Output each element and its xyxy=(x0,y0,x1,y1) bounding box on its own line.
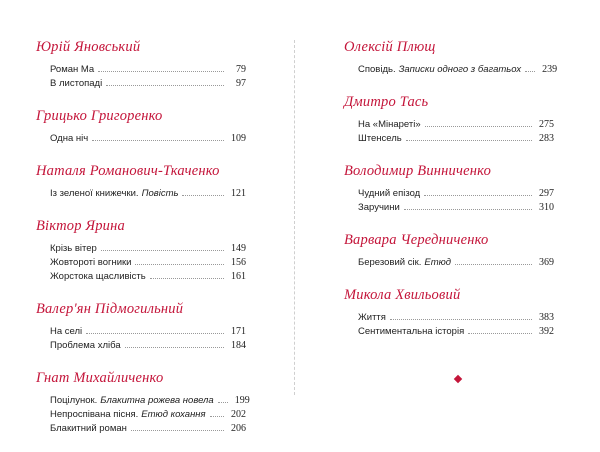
page-number: 283 xyxy=(539,133,554,144)
dot-leader xyxy=(425,126,532,127)
work-subtitle: Блакитна рожева новела xyxy=(100,395,214,406)
toc-entry[interactable] xyxy=(358,256,554,270)
toc-entry[interactable] xyxy=(50,77,246,91)
works-list xyxy=(50,132,246,146)
dot-leader xyxy=(86,333,224,334)
work-title: На селі xyxy=(50,326,83,337)
toc-entry[interactable] xyxy=(358,118,554,132)
toc-entry[interactable] xyxy=(358,187,554,201)
dot-leader xyxy=(150,278,224,279)
author-section xyxy=(36,162,246,201)
work-subtitle: Етюд кохання xyxy=(141,409,206,420)
dot-leader xyxy=(101,250,224,251)
dot-leader xyxy=(390,319,532,320)
dot-leader xyxy=(406,140,532,141)
author-name: Олексій Плющ xyxy=(344,39,436,55)
toc-entry[interactable] xyxy=(50,242,246,256)
page-number: 121 xyxy=(231,188,246,199)
page-number: 369 xyxy=(539,257,554,268)
author-name: Юрій Яновський xyxy=(36,39,141,55)
dot-leader xyxy=(182,195,224,196)
page-number: 171 xyxy=(231,326,246,337)
page-number: 275 xyxy=(539,119,554,130)
author-name: Гнат Михайличенко xyxy=(36,370,164,386)
author-name: Грицько Григоренко xyxy=(36,108,163,124)
diamond-icon xyxy=(454,375,462,383)
page-number: 239 xyxy=(542,64,558,75)
work-title: Одна ніч xyxy=(50,133,89,144)
toc-entry[interactable] xyxy=(50,270,246,284)
work-subtitle: Етюд xyxy=(424,257,452,268)
dot-leader xyxy=(468,333,532,334)
page-number: 310 xyxy=(539,202,554,213)
page-number: 149 xyxy=(231,243,246,254)
dot-leader xyxy=(525,71,535,72)
work-title: Березовий сік. xyxy=(358,257,422,268)
work-title: Життя xyxy=(358,312,386,323)
toc-entry[interactable] xyxy=(50,394,250,408)
work-title: Крізь вітер xyxy=(50,243,97,254)
toc-entry[interactable] xyxy=(50,422,246,436)
dot-leader xyxy=(106,85,224,86)
page-number: 156 xyxy=(231,257,246,268)
work-title: Непроспівана пісня. xyxy=(50,409,139,420)
work-title: Сентиментальна історія xyxy=(358,326,465,337)
toc-entry[interactable] xyxy=(358,132,554,146)
author-name: Володимир Винниченко xyxy=(344,163,492,179)
work-title: Заручини xyxy=(358,202,400,213)
author-name: Микола Хвильовий xyxy=(344,287,461,303)
author-name: Валер'ян Підмогильний xyxy=(36,301,184,317)
author-section xyxy=(344,231,554,270)
works-list xyxy=(50,187,246,201)
author-section xyxy=(344,38,558,77)
works-list xyxy=(358,63,558,77)
work-title: В листопаді xyxy=(50,78,103,89)
author-name: Наталя Романович-Ткаченко xyxy=(36,163,220,179)
page-number: 199 xyxy=(234,395,250,406)
dot-leader xyxy=(404,209,532,210)
column-divider xyxy=(294,40,295,395)
page-number: 97 xyxy=(236,78,246,89)
page-number: 392 xyxy=(539,326,554,337)
page-number: 109 xyxy=(231,133,246,144)
author-name: Варвара Чередниченко xyxy=(344,232,489,248)
page-number: 206 xyxy=(231,423,246,434)
author-name: Віктор Ярина xyxy=(36,218,125,234)
work-title: Поцілунок. xyxy=(50,395,98,406)
works-list xyxy=(50,325,246,353)
toc-entry[interactable] xyxy=(50,325,246,339)
work-title: Штенсель xyxy=(358,133,402,144)
page-number: 297 xyxy=(539,188,554,199)
page-number: 161 xyxy=(231,271,246,282)
toc-right-column xyxy=(344,38,558,355)
dot-leader xyxy=(424,195,532,196)
author-section xyxy=(36,107,246,146)
toc-entry[interactable] xyxy=(50,63,246,77)
author-section xyxy=(36,38,246,91)
works-list xyxy=(50,63,246,91)
toc-entry[interactable] xyxy=(50,132,246,146)
toc-entry[interactable] xyxy=(358,201,554,215)
author-name: Дмитро Тась xyxy=(344,94,429,110)
work-subtitle: Повість xyxy=(141,188,179,199)
dot-leader xyxy=(125,347,224,348)
work-title: Сповідь. xyxy=(358,64,396,75)
work-title: На «Мінареті» xyxy=(358,119,421,130)
work-title: Блакитний роман xyxy=(50,423,127,434)
page-number: 202 xyxy=(231,409,246,420)
author-section xyxy=(344,286,554,339)
works-list xyxy=(358,118,554,146)
toc-left-column xyxy=(36,38,250,452)
page-number: 184 xyxy=(231,340,246,351)
page-number: 383 xyxy=(539,312,554,323)
toc-entry[interactable] xyxy=(50,408,246,422)
works-list xyxy=(50,394,250,436)
work-subtitle: Записки одного з багатьох xyxy=(398,64,522,75)
dot-leader xyxy=(210,416,224,417)
toc-entry[interactable] xyxy=(358,311,554,325)
dot-leader xyxy=(131,430,224,431)
author-section xyxy=(36,369,250,436)
work-title: Жорстока щасливість xyxy=(50,271,146,282)
work-title: Роман Ма xyxy=(50,64,95,75)
works-list xyxy=(358,256,554,270)
work-title: Проблема хліба xyxy=(50,340,121,351)
author-section xyxy=(344,162,554,215)
toc-entry[interactable] xyxy=(358,325,554,339)
toc-entry[interactable] xyxy=(50,256,246,270)
works-list xyxy=(358,311,554,339)
toc-entry[interactable] xyxy=(50,339,246,353)
dot-leader xyxy=(92,140,224,141)
page-number: 79 xyxy=(236,64,246,75)
work-title: Жовтороті вогники xyxy=(50,257,132,268)
author-section xyxy=(36,300,246,353)
works-list xyxy=(50,242,246,284)
toc-entry[interactable] xyxy=(50,187,246,201)
dot-leader xyxy=(455,264,532,265)
author-section xyxy=(344,93,554,146)
works-list xyxy=(358,187,554,215)
author-section xyxy=(36,217,246,284)
dot-leader xyxy=(98,71,224,72)
dot-leader xyxy=(135,264,224,265)
dot-leader xyxy=(218,402,228,403)
toc-entry[interactable] xyxy=(358,63,558,77)
work-title: Чудний епізод xyxy=(358,188,421,199)
work-title: Із зеленої книжечки. xyxy=(50,188,139,199)
